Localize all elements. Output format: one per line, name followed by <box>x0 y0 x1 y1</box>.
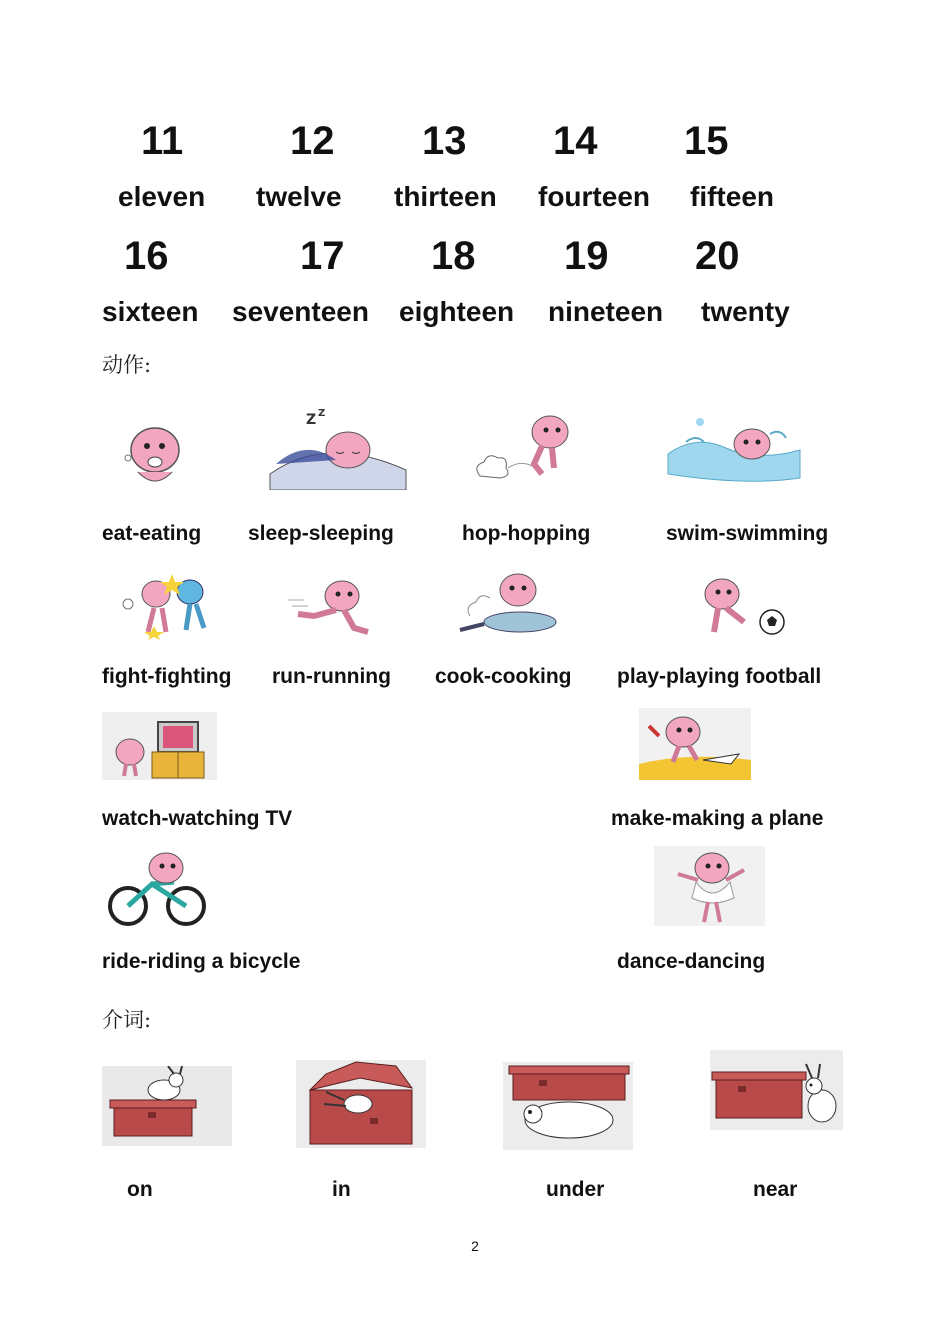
making-plane-picture <box>639 708 751 780</box>
word-sixteen: sixteen <box>102 296 199 327</box>
riding-bicycle-picture <box>102 848 216 928</box>
rabbit-near-box-picture <box>710 1050 843 1130</box>
action-hop-hopping: hop-hopping <box>462 522 591 545</box>
number-19: 19 <box>564 234 609 278</box>
preposition-in: in <box>332 1178 351 1201</box>
action-watch-watching-tv: watch-watching TV <box>102 807 293 830</box>
preposition-near: near <box>753 1178 798 1201</box>
action-eat-eating: eat-eating <box>102 522 202 545</box>
rabbit-in-box-picture <box>296 1060 426 1148</box>
eating-picture <box>116 410 194 492</box>
word-twelve: twelve <box>256 181 342 212</box>
word-twenty: twenty <box>701 296 790 327</box>
action-run-running: run-running <box>272 665 391 688</box>
word-nineteen: nineteen <box>548 296 664 327</box>
number-16: 16 <box>124 234 169 278</box>
word-seventeen: seventeen <box>232 296 369 327</box>
number-17: 17 <box>300 234 345 278</box>
prepositions-heading: 介词: <box>102 1008 152 1032</box>
preposition-on: on <box>127 1178 153 1201</box>
number-11: 11 <box>141 119 184 163</box>
playing-football-picture <box>682 572 790 640</box>
action-play-playing-football: play-playing football <box>617 665 822 688</box>
number-18: 18 <box>431 234 476 278</box>
rabbit-under-box-picture <box>503 1062 633 1150</box>
fighting-picture <box>114 570 230 640</box>
preposition-under: under <box>546 1178 605 1201</box>
actions-heading: 动作: <box>102 353 152 377</box>
svg-text:Z: Z <box>306 412 317 428</box>
word-thirteen: thirteen <box>394 181 497 212</box>
watching-tv-picture <box>102 712 217 780</box>
action-swim-swimming: swim-swimming <box>666 522 829 545</box>
rabbit-on-box-picture <box>102 1066 232 1146</box>
running-picture <box>284 576 386 640</box>
action-fight-fighting: fight-fighting <box>102 665 232 688</box>
word-eleven: eleven <box>118 181 206 212</box>
action-cook-cooking: cook-cooking <box>435 665 572 688</box>
word-fourteen: fourteen <box>538 181 650 212</box>
word-eighteen: eighteen <box>399 296 515 327</box>
action-make-making-a-plane: make-making a plane <box>611 807 824 830</box>
dancing-picture <box>654 846 765 926</box>
swimming-picture <box>666 414 802 484</box>
action-sleep-sleeping: sleep-sleeping <box>248 522 394 545</box>
hopping-picture <box>468 408 580 488</box>
number-12: 12 <box>290 119 335 163</box>
number-15: 15 <box>684 119 729 163</box>
sleeping-picture <box>266 404 410 490</box>
action-ride-riding-a-bicycle: ride-riding a bicycle <box>102 950 301 973</box>
cooking-picture <box>440 566 574 640</box>
number-20: 20 <box>695 234 740 278</box>
page-number: 2 <box>471 1238 479 1254</box>
svg-text:Z: Z <box>318 408 326 419</box>
number-13: 13 <box>422 119 467 163</box>
word-fifteen: fifteen <box>690 181 774 212</box>
number-14: 14 <box>553 119 598 163</box>
action-dance-dancing: dance-dancing <box>617 950 766 973</box>
